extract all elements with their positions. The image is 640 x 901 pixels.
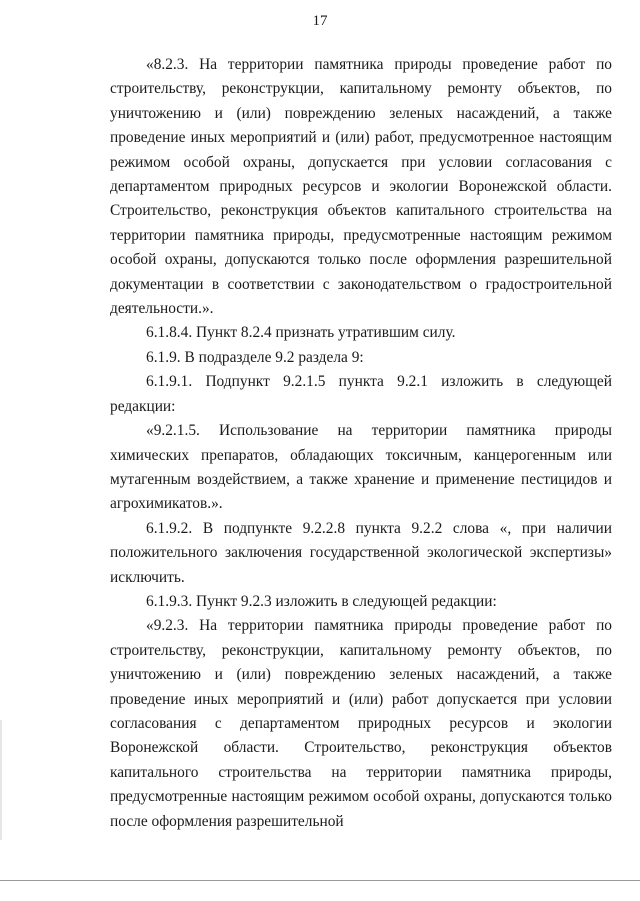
paragraph-6-1-9-1: 6.1.9.1. Подпункт 9.2.1.5 пункта 9.2.1 изложить в следующей редакции:: [110, 373, 612, 415]
paragraph-6-1-9-2: 6.1.9.2. В подпункте 9.2.2.8 пункта 9.2.2 слова «, при наличии положительного заключения государственной экологической экспертизы» исключить.: [110, 519, 612, 586]
page-number: 17: [312, 13, 328, 29]
paragraph-6-1-9-3: 6.1.9.3. Пункт 9.2.3 изложить в следующей редакции:: [146, 592, 497, 610]
paragraph-9-2-3: «9.2.3. На территории памятника природы проведение работ по строительству, реконструкции, капитальному ремонту объектов, по уничтожению и (или) повреждению зеленых насаждений, а также проведение иных мероприятий и (или) работ допускается при условии согласования с департаментом природных ресурсов и экологии Воронежской области. Строительство, реконструкция объектов капитального строительства на территории памятника природы, предусмотренные настоящим режимом особой охраны, допускаются только после оформления разрешительной: [110, 617, 612, 830]
document-body: [110, 53, 612, 834]
paragraph-9-2-1-5: «9.2.1.5. Использование на территории памятника природы химических препаратов, обладающих токсичным, канцерогенным или мутагенным воздействием, а также хранение и применение пестицидов и агрохимикатов.».: [110, 422, 612, 513]
scan-edge-mark: [0, 720, 2, 840]
paragraph-6-1-8-4: 6.1.8.4. Пункт 8.2.4 признать утратившим силу.: [146, 324, 456, 342]
paragraph-8-2-3: «8.2.3. На территории памятника природы проведение работ по строительству, реконструкции, капитальному ремонту объектов, по уничтожению и (или) повреждению зеленых насаждений, а также проведение иных мероприятий и (или) работ, предусмотренное настоящим режимом особой охраны, допускается при условии согласования с департаментом природных ресурсов и экологии Воронежской области. Строительство, реконструкция объектов капитального строительства на территории памятника природы, предусмотренные настоящим режимом особой охраны, допускаются только после оформления разрешительной документации в соответствии с законодательством о градостроительной деятельности.».: [110, 56, 612, 318]
footer-rule: [0, 880, 640, 881]
paragraph-6-1-9: 6.1.9. В подразделе 9.2 раздела 9:: [146, 348, 364, 366]
